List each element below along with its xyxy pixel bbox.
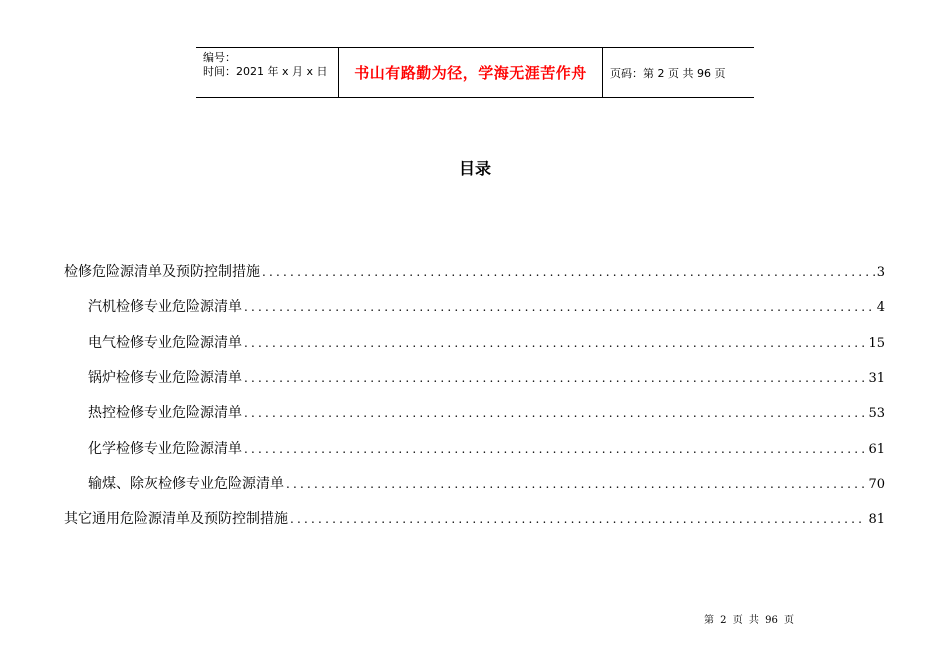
- toc-entry-page: 61: [868, 442, 885, 457]
- toc-leader-dots: [244, 403, 866, 423]
- toc-entry[interactable]: [64, 262, 885, 282]
- toc-entry-page: 3: [876, 265, 885, 280]
- page-footer: 第 2 页 共 96 页: [704, 615, 794, 626]
- toc-entry[interactable]: [88, 368, 885, 388]
- page-info-text: 页码：第 2 页 共 96 页: [610, 66, 726, 80]
- toc-entry[interactable]: [88, 439, 885, 459]
- toc-entry-label: 热控检修专业危险源清单: [88, 405, 242, 421]
- toc-entry-label: 电气检修专业危险源清单: [88, 335, 242, 351]
- toc-leader-dots: [286, 474, 866, 494]
- page-header: [196, 47, 754, 98]
- toc-entry-page: 81: [868, 512, 885, 527]
- toc-entry[interactable]: [88, 474, 885, 494]
- toc-entry-label: 输煤、除灰检修专业危险源清单: [88, 476, 284, 492]
- header-motto-cell: [339, 48, 603, 97]
- toc-entry[interactable]: [88, 403, 885, 423]
- toc-entry[interactable]: [88, 333, 885, 353]
- toc-entry-page: 4: [876, 300, 885, 315]
- toc-leader-dots: [290, 509, 866, 529]
- toc-leader-dots: [244, 439, 866, 459]
- toc-entry-label: 化学检修专业危险源清单: [88, 441, 242, 457]
- toc-entry-label: 其它通用危险源清单及预防控制措施: [64, 511, 288, 527]
- toc-leader-dots: [244, 297, 875, 317]
- toc-entry-page: 15: [868, 336, 885, 351]
- toc-leader-dots: [244, 333, 866, 353]
- toc-leader-dots: [244, 368, 866, 388]
- document-date: 时间：2021 年 x 月 x 日: [203, 65, 328, 78]
- motto-text: 书山有路勤为径，学海无涯苦作舟: [354, 64, 587, 82]
- toc-entry-label: 检修危险源清单及预防控制措施: [64, 264, 260, 280]
- toc-entry-page: 70: [868, 477, 885, 492]
- toc-entry[interactable]: [64, 509, 885, 529]
- toc-leader-dots: [262, 262, 875, 282]
- document-number-label: 编号：: [203, 51, 236, 64]
- toc-entry-page: 53: [868, 406, 885, 421]
- toc-title: 目录: [458, 159, 491, 178]
- toc-entry[interactable]: [88, 297, 885, 317]
- toc-entry-label: 汽机检修专业危险源清单: [88, 299, 242, 315]
- header-meta: [196, 48, 339, 97]
- header-page-info: [603, 48, 754, 97]
- toc-entry-label: 锅炉检修专业危险源清单: [88, 370, 242, 386]
- toc-entry-page: 31: [868, 371, 885, 386]
